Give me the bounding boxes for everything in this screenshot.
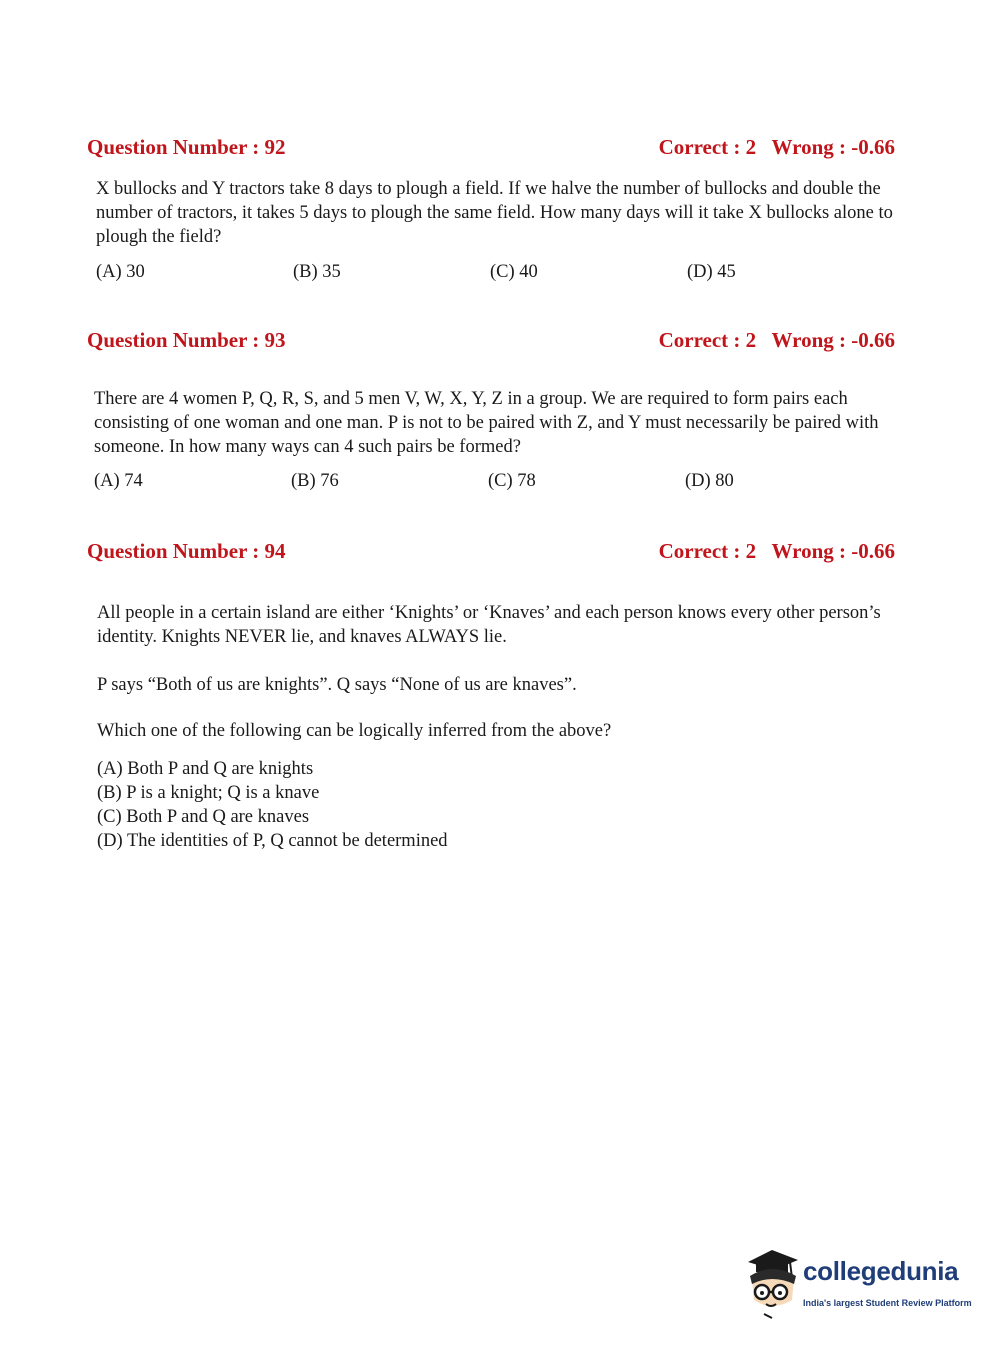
wrong-marks: Wrong : -0.66 bbox=[771, 539, 895, 563]
question-header bbox=[87, 328, 895, 353]
marking-scheme bbox=[659, 539, 895, 564]
mascot-icon bbox=[742, 1248, 800, 1320]
options-list bbox=[97, 757, 448, 853]
wrong-marks: Wrong : -0.66 bbox=[771, 328, 895, 352]
collegedunia-logo bbox=[742, 1248, 972, 1320]
option-c: (C) Both P and Q are knaves bbox=[97, 807, 310, 827]
options-row bbox=[94, 471, 884, 492]
question-paragraph: Which one of the following can be logically inferred from the above? bbox=[97, 721, 612, 741]
question-paragraph: All people in a certain island are either ‘Knights’ or ‘Knaves’ and each person knows every other person’s identity. Knights NEVER lie, and knaves ALWAYS lie. bbox=[97, 603, 881, 647]
question-text: There are 4 women P, Q, R, S, and 5 men V, W, X, Y, Z in a group. We are required to form pairs each consisting of one woman and one man. P is not to be paired with Z, and Y must necessarily be paired with someone. In how many ways can 4 such pairs be formed? bbox=[94, 389, 879, 457]
marking-scheme bbox=[659, 328, 895, 353]
option-b: (B) 35 bbox=[293, 262, 341, 282]
options-row bbox=[96, 262, 886, 283]
option-a: (A) 74 bbox=[94, 471, 143, 491]
option-d: (D) The identities of P, Q cannot be determined bbox=[97, 831, 448, 851]
correct-marks: Correct : 2 bbox=[658, 135, 757, 159]
question-header bbox=[87, 135, 895, 160]
option-b: (B) 76 bbox=[291, 471, 339, 491]
wrong-marks: Wrong : -0.66 bbox=[771, 135, 895, 159]
question-text: X bullocks and Y tractors take 8 days to plough a field. If we halve the number of bullocks and double the number of tractors, it takes 5 days to plough the same field. How many days will it take X bullocks alone to plough the field? bbox=[96, 179, 893, 247]
option-a: (A) 30 bbox=[96, 262, 145, 282]
logo-tagline: India's largest Student Review Platform bbox=[803, 1298, 972, 1308]
correct-marks: Correct : 2 bbox=[658, 328, 757, 352]
question-header bbox=[87, 539, 895, 564]
marking-scheme bbox=[659, 135, 895, 160]
question-number: Question Number : 94 bbox=[87, 539, 286, 563]
question-number: Question Number : 93 bbox=[87, 328, 286, 352]
correct-marks: Correct : 2 bbox=[658, 539, 757, 563]
option-a: (A) Both P and Q are knights bbox=[97, 759, 314, 779]
logo-wordmark: collegedunia bbox=[803, 1256, 959, 1286]
option-d: (D) 80 bbox=[685, 471, 734, 491]
question-number: Question Number : 92 bbox=[87, 135, 286, 159]
option-c: (C) 78 bbox=[488, 471, 536, 491]
option-b: (B) P is a knight; Q is a knave bbox=[97, 783, 320, 803]
option-d: (D) 45 bbox=[687, 262, 736, 282]
option-c: (C) 40 bbox=[490, 262, 538, 282]
question-paragraph: P says “Both of us are knights”. Q says “None of us are knaves”. bbox=[97, 675, 577, 695]
